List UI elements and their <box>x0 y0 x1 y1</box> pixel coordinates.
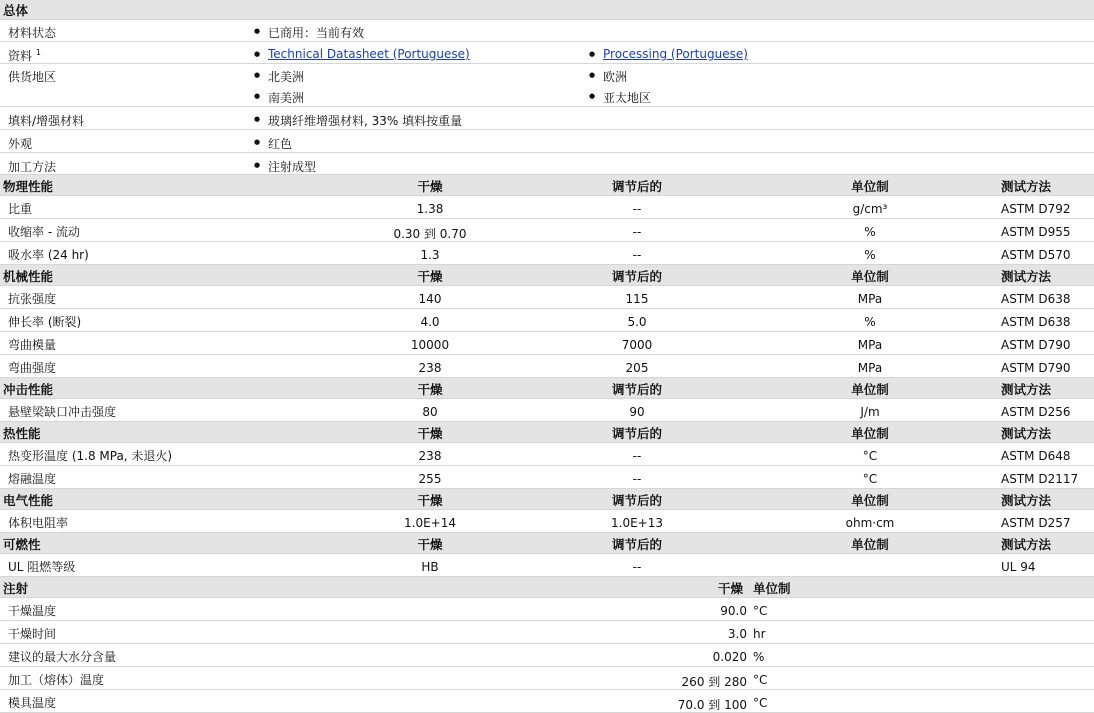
value-dry: 1.38 <box>416 202 444 216</box>
property-row <box>0 242 1094 265</box>
section-injection-header <box>0 577 1094 598</box>
value-cond: 115 <box>625 292 649 306</box>
col-header-cond: 调节后的 <box>611 179 662 194</box>
property-row <box>0 554 1094 577</box>
property-row <box>0 332 1094 355</box>
value-cond: -- <box>632 449 642 463</box>
col-header-cond: 调节后的 <box>611 382 662 397</box>
col-header-unit: 单位制 <box>851 179 889 194</box>
value-cond: -- <box>632 202 642 216</box>
col-header-cond: 调节后的 <box>611 537 662 552</box>
method-row <box>0 153 1094 175</box>
row-label: 资料 $^1$ <box>8 48 41 63</box>
doc-link-technical-datasheet[interactable]: ● Technical Datasheet (Portuguese) <box>268 47 470 61</box>
col-header-unit: 单位制 <box>851 493 889 508</box>
filler-row <box>0 107 1094 130</box>
value-unit: % <box>753 650 765 664</box>
property-name: 模具温度 <box>8 696 57 710</box>
value-dry: 1.3 <box>420 248 440 262</box>
col-header-unit: 单位制 <box>851 426 889 441</box>
filler-value: ● 玻璃纤维增强材料, 33% 填料按重量 <box>268 112 462 129</box>
col-header-unit: 单位制 <box>851 269 889 284</box>
property-name: 比重 <box>8 202 33 216</box>
value-dry: 4.0 <box>420 315 440 329</box>
value-unit: MPa <box>857 361 883 375</box>
property-name: 悬壁梁缺口冲击强度 <box>8 405 117 419</box>
row-label: 供货地区 <box>8 70 57 84</box>
property-name: UL 阻燃等级 <box>8 560 76 574</box>
property-name: 收缩率 - 流动 <box>8 225 80 239</box>
value-unit: ohm·cm <box>845 516 895 530</box>
test-method: ASTM D648 <box>1001 449 1071 463</box>
value-unit: J/m <box>860 405 880 419</box>
col-header-dry: 干燥 <box>417 269 443 284</box>
property-row <box>0 443 1094 466</box>
injection-row <box>0 621 1094 644</box>
injection-row <box>0 598 1094 621</box>
col-header-unit: 单位制 <box>753 581 791 596</box>
value-cond: 90 <box>629 405 645 419</box>
value-cond: -- <box>632 472 642 486</box>
col-header-dry: 干燥 <box>417 382 443 397</box>
test-method: ASTM D638 <box>1001 315 1071 329</box>
value-unit: °C <box>753 673 768 687</box>
value-cond: -- <box>632 248 642 262</box>
col-header-dry: 干燥 <box>417 493 443 508</box>
test-method: ASTM D955 <box>1001 225 1071 239</box>
test-method: ASTM D790 <box>1001 361 1071 375</box>
property-name: 抗张强度 <box>8 292 57 306</box>
test-method: ASTM D256 <box>1001 405 1071 419</box>
value-cond: 205 <box>625 361 649 375</box>
col-header-dry: 干燥 <box>417 537 443 552</box>
property-name: 建议的最大水分含量 <box>8 650 117 664</box>
test-method: ASTM D638 <box>1001 292 1071 306</box>
appearance-row <box>0 130 1094 153</box>
value-dry: 70.0 到 100 <box>677 698 747 712</box>
section-electrical-header <box>0 489 1094 510</box>
doc-link-processing[interactable]: ● Processing (Portuguese) <box>603 47 748 61</box>
section-flammability-header <box>0 533 1094 554</box>
value-dry: 80 <box>422 405 438 419</box>
value-unit: % <box>864 248 876 262</box>
col-header-dry: 干燥 <box>417 426 443 441</box>
value-unit: MPa <box>857 292 883 306</box>
col-header-test: 测试方法 <box>1001 269 1052 284</box>
property-row <box>0 510 1094 533</box>
injection-row <box>0 667 1094 690</box>
property-name: 伸长率 (断裂) <box>8 315 82 329</box>
section-mechanical-header <box>0 265 1094 286</box>
row-label: 填料/增强材料 <box>8 114 85 128</box>
injection-row <box>0 690 1094 713</box>
property-name: 体积电阻率 <box>8 516 69 530</box>
col-header-test: 测试方法 <box>1001 426 1052 441</box>
value-unit: g/cm³ <box>852 202 888 216</box>
section-title: 机械性能 <box>3 269 54 284</box>
property-name: 熔融温度 <box>8 472 57 486</box>
test-method: ASTM D570 <box>1001 248 1071 262</box>
property-row <box>0 466 1094 489</box>
section-title: 电气性能 <box>3 493 54 508</box>
property-name: 吸水率 (24 hr) <box>8 248 89 262</box>
property-name: 弯曲模量 <box>8 338 57 352</box>
test-method: ASTM D792 <box>1001 202 1071 216</box>
footnote-marker: 1 <box>35 48 41 57</box>
value-unit: hr <box>753 627 766 641</box>
value-dry: 255 <box>418 472 442 486</box>
value-cond: -- <box>632 225 642 239</box>
value-dry: 140 <box>418 292 442 306</box>
region-item: ● 北美洲 <box>268 68 304 85</box>
row-label: 加工方法 <box>8 160 57 174</box>
section-physical-header <box>0 175 1094 196</box>
region-item: ● 欧洲 <box>603 68 627 85</box>
row-label: 材料状态 <box>8 26 57 40</box>
row-label: 外观 <box>8 137 33 151</box>
section-title: 注射 <box>3 581 29 596</box>
property-row <box>0 196 1094 219</box>
property-row <box>0 355 1094 378</box>
value-unit: °C <box>862 472 878 486</box>
col-header-unit: 单位制 <box>851 537 889 552</box>
value-dry: 1.0E+14 <box>404 516 456 530</box>
property-name: 热变形温度 (1.8 MPa, 未退火) <box>8 449 173 463</box>
documents-row <box>0 42 1094 64</box>
property-row <box>0 399 1094 422</box>
region-item: ● 南美洲 <box>268 89 304 106</box>
section-title: 热性能 <box>3 426 41 441</box>
property-name: 干燥时间 <box>8 627 57 641</box>
value-cond: -- <box>632 560 642 574</box>
method-value: ● 注射成型 <box>268 158 316 175</box>
property-name: 弯曲强度 <box>8 361 57 375</box>
region-item: ● 亚太地区 <box>603 89 651 106</box>
value-unit: % <box>864 225 876 239</box>
section-title: 可燃性 <box>3 537 41 552</box>
section-title: 物理性能 <box>3 179 54 194</box>
section-general-header <box>0 0 1094 20</box>
value-cond: 7000 <box>621 338 653 352</box>
section-thermal-header <box>0 422 1094 443</box>
section-title: 冲击性能 <box>3 382 54 397</box>
value-dry: 90.0 <box>720 604 747 618</box>
value-dry: 10000 <box>410 338 450 352</box>
property-row <box>0 309 1094 332</box>
col-header-cond: 调节后的 <box>611 269 662 284</box>
value-unit: °C <box>753 696 768 710</box>
injection-row <box>0 644 1094 667</box>
col-header-cond: 调节后的 <box>611 493 662 508</box>
value-dry: 238 <box>418 361 442 375</box>
value-dry: 0.020 <box>712 650 747 664</box>
value-unit: % <box>864 315 876 329</box>
property-row <box>0 286 1094 309</box>
value-unit: MPa <box>857 338 883 352</box>
value-unit: °C <box>753 604 768 618</box>
supply-row <box>0 64 1094 107</box>
col-header-cond: 调节后的 <box>611 426 662 441</box>
col-header-test: 测试方法 <box>1001 382 1052 397</box>
value-unit: °C <box>862 449 878 463</box>
value-dry: 260 到 280 <box>681 675 747 689</box>
status-row <box>0 20 1094 42</box>
col-header-test: 测试方法 <box>1001 493 1052 508</box>
col-header-dry: 干燥 <box>718 581 744 596</box>
test-method: ASTM D2117 <box>1001 472 1079 486</box>
status-value: ● 已商用：当前有效 <box>268 24 364 41</box>
col-header-test: 测试方法 <box>1001 537 1052 552</box>
value-dry: 3.0 <box>727 627 747 641</box>
test-method: ASTM D790 <box>1001 338 1071 352</box>
col-header-dry: 干燥 <box>417 179 443 194</box>
col-header-test: 测试方法 <box>1001 179 1052 194</box>
section-title: 总体 <box>3 3 29 18</box>
property-name: 加工（熔体）温度 <box>8 673 105 687</box>
value-dry: HB <box>421 560 439 574</box>
test-method: UL 94 <box>1001 560 1036 574</box>
value-dry: 238 <box>418 449 442 463</box>
property-row <box>0 219 1094 242</box>
section-impact-header <box>0 378 1094 399</box>
test-method: ASTM D257 <box>1001 516 1071 530</box>
value-cond: 1.0E+13 <box>611 516 663 530</box>
value-cond: 5.0 <box>627 315 647 329</box>
value-dry: 0.30 到 0.70 <box>393 227 467 241</box>
appearance-value: ● 红色 <box>268 135 292 152</box>
property-name: 干燥温度 <box>8 604 57 618</box>
col-header-unit: 单位制 <box>851 382 889 397</box>
